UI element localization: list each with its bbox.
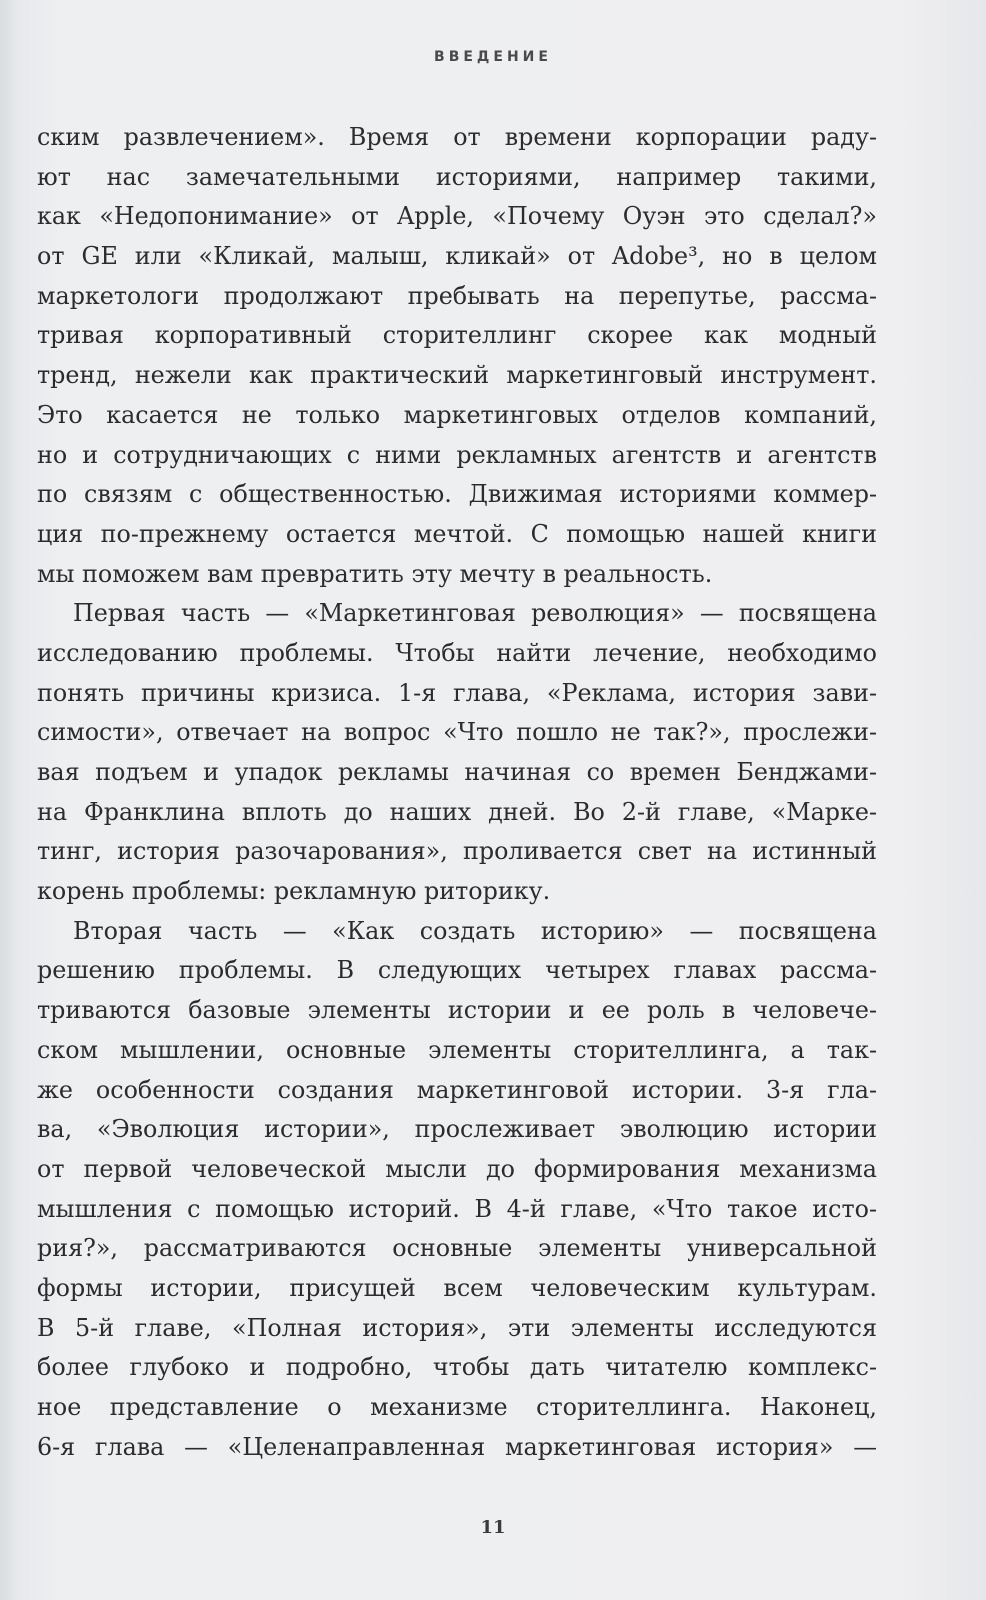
text-line: ским развлечением». Время от времени корпорации раду-: [37, 123, 877, 151]
paragraph: [37, 912, 877, 1468]
text-line: тинг, история разочарования», проливается свет на истинный: [37, 837, 877, 866]
text-line: от первой человеческой мысли до формирования механизма: [37, 1154, 877, 1183]
text-line: ском мышлении, основные элементы сторителлинга, а так-: [37, 1035, 877, 1064]
running-head: ВВЕДЕНИЕ: [434, 49, 552, 65]
text-line: В 5-й главе, «Полная история», эти элементы исследуются: [37, 1313, 877, 1342]
text-line: как «Недопонимание» от Apple, «Почему Оуэн это сделал?»: [37, 202, 877, 231]
text-line: мышления с помощью историй. В 4-й главе, «Что такое исто-: [37, 1194, 877, 1223]
text-line: понять причины кризиса. 1-я глава, «Реклама, история зави-: [37, 678, 877, 707]
text-line: мы поможем вам превратить эту мечту в реальность.: [37, 559, 713, 588]
text-line: ное представление о механизме сторителлинга. Наконец,: [37, 1393, 877, 1421]
text-line: корень проблемы: рекламную риторику.: [37, 877, 551, 906]
text-line: рия?», рассматриваются основные элементы универсальной: [37, 1234, 877, 1263]
text-line: Первая часть — «Маркетинговая революция» — посвящена: [73, 599, 877, 628]
body-text: [37, 118, 877, 1467]
page-number: 11: [480, 1517, 506, 1538]
text-line: симости», отвечает на вопрос «Что пошло не так?», прослежи-: [37, 718, 877, 747]
text-line: триваются базовые элементы истории и ее роль в человече-: [37, 996, 877, 1025]
text-line: но и сотрудничающих с ними рекламных агентств и агентств: [37, 440, 877, 469]
text-line: ция по-прежнему остается мечтой. С помощью нашей книги: [37, 519, 877, 548]
text-line: тренд, нежели как практический маркетинговый инструмент.: [37, 361, 877, 390]
paragraph: [37, 594, 877, 912]
text-line: решению проблемы. В следующих четырех главах рассма-: [37, 956, 877, 985]
text-line: по связям с общественностью. Движимая историями коммер-: [37, 480, 877, 509]
paragraph: [37, 118, 877, 594]
text-line: же особенности создания маркетинговой истории. 3-я гла-: [37, 1075, 877, 1104]
text-line: от GE или «Кликай, малыш, кликай» от Adobe³, но в целом: [37, 242, 877, 271]
text-line: формы истории, присущей всем человеческим культурам.: [37, 1273, 877, 1302]
text-line: тривая корпоративный сторителлинг скорее как модный: [37, 321, 877, 350]
text-line: ва, «Эволюция истории», прослеживает эволюцию истории: [37, 1115, 877, 1144]
text-line: Вторая часть — «Как создать историю» — посвящена: [73, 916, 877, 945]
text-line: Это касается не только маркетинговых отделов компаний,: [37, 400, 877, 429]
text-line: более глубоко и подробно, чтобы дать читателю комплекс-: [37, 1353, 877, 1382]
text-line: маркетологи продолжают пребывать на перепутье, рассма-: [37, 281, 877, 310]
text-line: 6-я глава — «Целенаправленная маркетинговая история» —: [37, 1432, 877, 1461]
text-line: ют нас замечательными историями, например такими,: [37, 162, 877, 191]
text-line: вая подъем и упадок рекламы начиная со времен Бенджами-: [37, 758, 877, 786]
text-line: на Франклина вплоть до наших дней. Во 2-й главе, «Марке-: [37, 797, 877, 826]
text-line: исследованию проблемы. Чтобы найти лечение, необходимо: [37, 638, 877, 667]
